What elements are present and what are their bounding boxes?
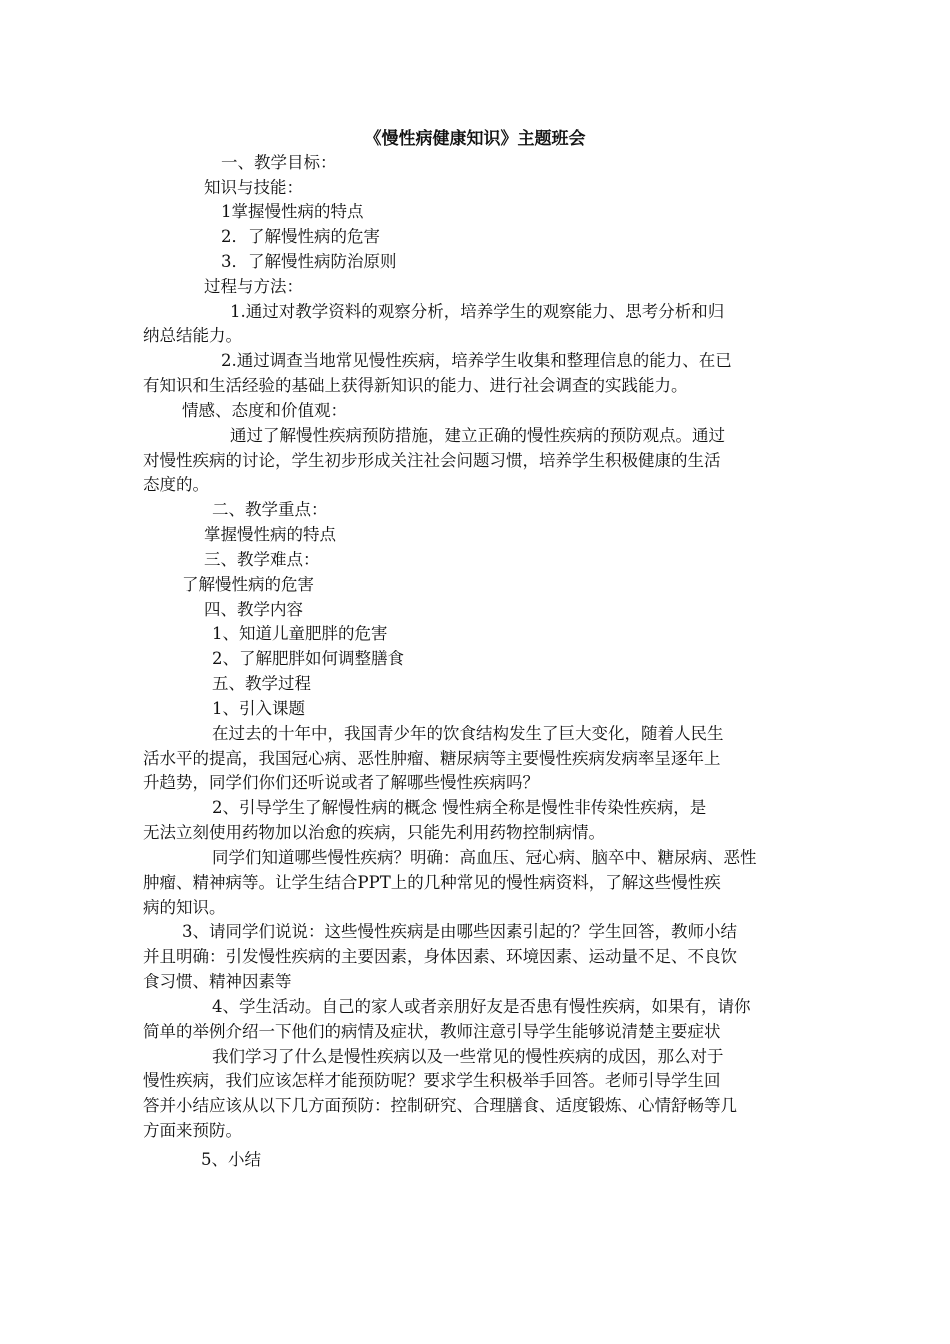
paragraph-line: 掌握慢性病的特点 [204, 525, 336, 544]
step-heading: 1、引入课题 [212, 699, 305, 718]
paragraph-line: 肿瘤、精神病等。让学生结合PPT上的几种常见的慢性病资料，了解这些慢性疾 [143, 873, 721, 892]
list-item: 3．了解慢性病防治原则 [221, 252, 397, 271]
paragraph-line: 纳总结能力。 [143, 326, 242, 345]
subsection-heading: 过程与方法： [204, 277, 303, 296]
paragraph-line: 病的知识。 [143, 898, 226, 917]
section-heading: 四、教学内容 [204, 600, 303, 619]
paragraph-line: 态度的。 [143, 475, 209, 494]
section-heading: 一、教学目标： [221, 153, 337, 172]
paragraph-line: 无法立刻使用药物加以治愈的疾病，只能先利用药物控制病情。 [143, 823, 605, 842]
list-item: 2、了解肥胖如何调整膳食 [212, 649, 404, 668]
list-item: 1掌握慢性病的特点 [221, 202, 364, 221]
section-heading: 二、教学重点： [212, 500, 328, 519]
paragraph-line: 对慢性疾病的讨论，学生初步形成关注社会问题习惯，培养学生积极健康的生活 [143, 451, 721, 470]
paragraph-line: 在过去的十年中，我国青少年的饮食结构发生了巨大变化，随着人民生 [212, 724, 724, 743]
paragraph-line: 食习惯、精神因素等 [143, 972, 292, 991]
paragraph-line: 升趋势，同学们你们还听说或者了解哪些慢性疾病吗？ [143, 773, 539, 792]
paragraph-line: 了解慢性病的危害 [182, 575, 314, 594]
paragraph-line: 我们学习了什么是慢性疾病以及一些常见的慢性疾病的成因，那么对于 [212, 1047, 724, 1066]
section-heading: 三、教学难点： [204, 550, 320, 569]
document-title: 《慢性病健康知识》主题班会 [364, 129, 586, 149]
subsection-heading: 知识与技能： [204, 178, 303, 197]
step-heading: 5、小结 [201, 1150, 261, 1169]
paragraph-line: 通过了解慢性疾病预防措施，建立正确的慢性疾病的预防观点。通过 [230, 426, 725, 445]
list-item: 1、知道儿童肥胖的危害 [212, 624, 388, 643]
section-heading: 五、教学过程 [212, 674, 311, 693]
paragraph-line: 简单的举例介绍一下他们的病情及症状，教师注意引导学生能够说清楚主要症状 [143, 1022, 721, 1041]
subsection-heading: 情感、态度和价值观： [182, 401, 347, 420]
list-item: 2．了解慢性病的危害 [221, 227, 380, 246]
paragraph-line: 并且明确：引发慢性疾病的主要因素，身体因素、环境因素、运动量不足、不良饮 [143, 947, 737, 966]
paragraph-line: 1.通过对教学资料的观察分析，培养学生的观察能力、思考分析和归 [230, 302, 725, 321]
paragraph-line: 活水平的提高，我国冠心病、恶性肿瘤、糖尿病等主要慢性疾病发病率呈逐年上 [143, 749, 721, 768]
paragraph-line: 同学们知道哪些慢性疾病？明确：高血压、冠心病、脑卒中、糖尿病、恶性 [212, 848, 757, 867]
paragraph-line: 慢性疾病，我们应该怎样才能预防呢？要求学生积极举手回答。老师引导学生回 [143, 1071, 721, 1090]
paragraph-line: 有知识和生活经验的基础上获得新知识的能力、进行社会调查的实践能力。 [143, 376, 688, 395]
paragraph-line: 2、引导学生了解慢性病的概念 慢性病全称是慢性非传染性疾病，是 [212, 798, 707, 817]
paragraph-line: 2.通过调查当地常见慢性疾病，培养学生收集和整理信息的能力、在已 [221, 351, 732, 370]
paragraph-line: 3、请同学们说说：这些慢性疾病是由哪些因素引起的？学生回答，教师小结 [182, 922, 737, 941]
paragraph-line: 4、学生活动。自己的家人或者亲朋好友是否患有慢性疾病，如果有，请你 [212, 997, 751, 1016]
paragraph-line: 方面来预防。 [143, 1121, 242, 1140]
paragraph-line: 答并小结应该从以下几方面预防：控制研究、合理膳食、适度锻炼、心情舒畅等几 [143, 1096, 737, 1115]
